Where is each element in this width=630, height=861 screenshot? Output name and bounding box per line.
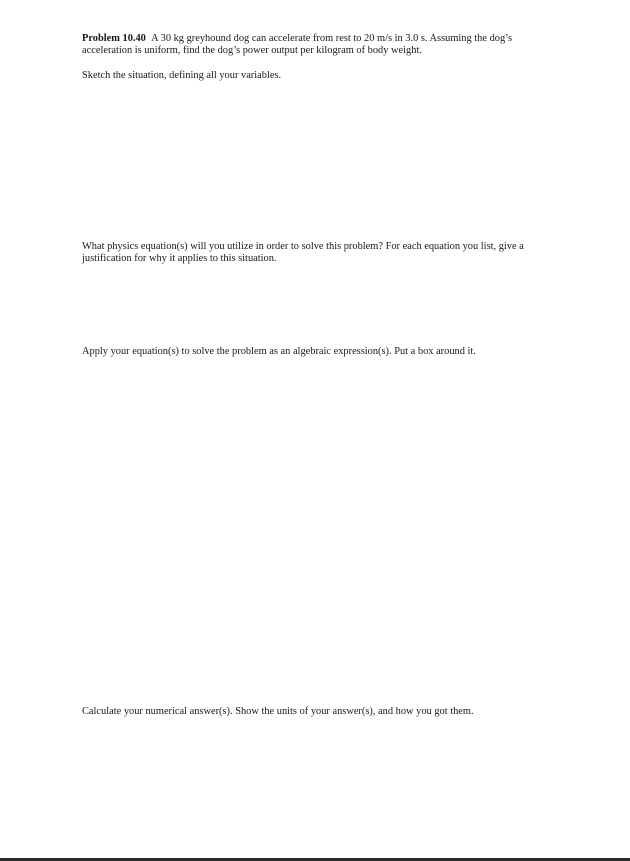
calculate-prompt: Calculate your numerical answer(s). Show the units of your answer(s), and how you got them. — [82, 706, 474, 717]
calculate-answer-space — [82, 722, 582, 852]
sketch-prompt: Sketch the situation, defining all your variables. — [82, 70, 282, 81]
problem-line-1 — [82, 33, 582, 45]
equations-answer-space — [82, 272, 582, 340]
problem-statement-line-2: acceleration is uniform, find the dog’s power output per kilogram of body weight. — [82, 45, 422, 56]
equations-prompt — [82, 241, 582, 265]
equations-prompt-line-2: justification for why it applies to this situation. — [82, 253, 277, 264]
apply-prompt: Apply your equation(s) to solve the problem as an algebraic expression(s). Put a box around it. — [82, 346, 476, 357]
problem-statement — [82, 33, 582, 57]
apply-answer-space — [82, 362, 582, 700]
sketch-answer-space — [82, 90, 582, 235]
equations-prompt-line-1: What physics equation(s) will you utilize in order to solve this problem? For each equation you list, give a — [82, 241, 524, 252]
problem-statement-line-1: A 30 kg greyhound dog can accelerate from rest to 20 m/s in 3.0 s. Assuming the dog’s — [151, 33, 513, 44]
problem-heading: Problem 10.40 — [82, 33, 146, 44]
